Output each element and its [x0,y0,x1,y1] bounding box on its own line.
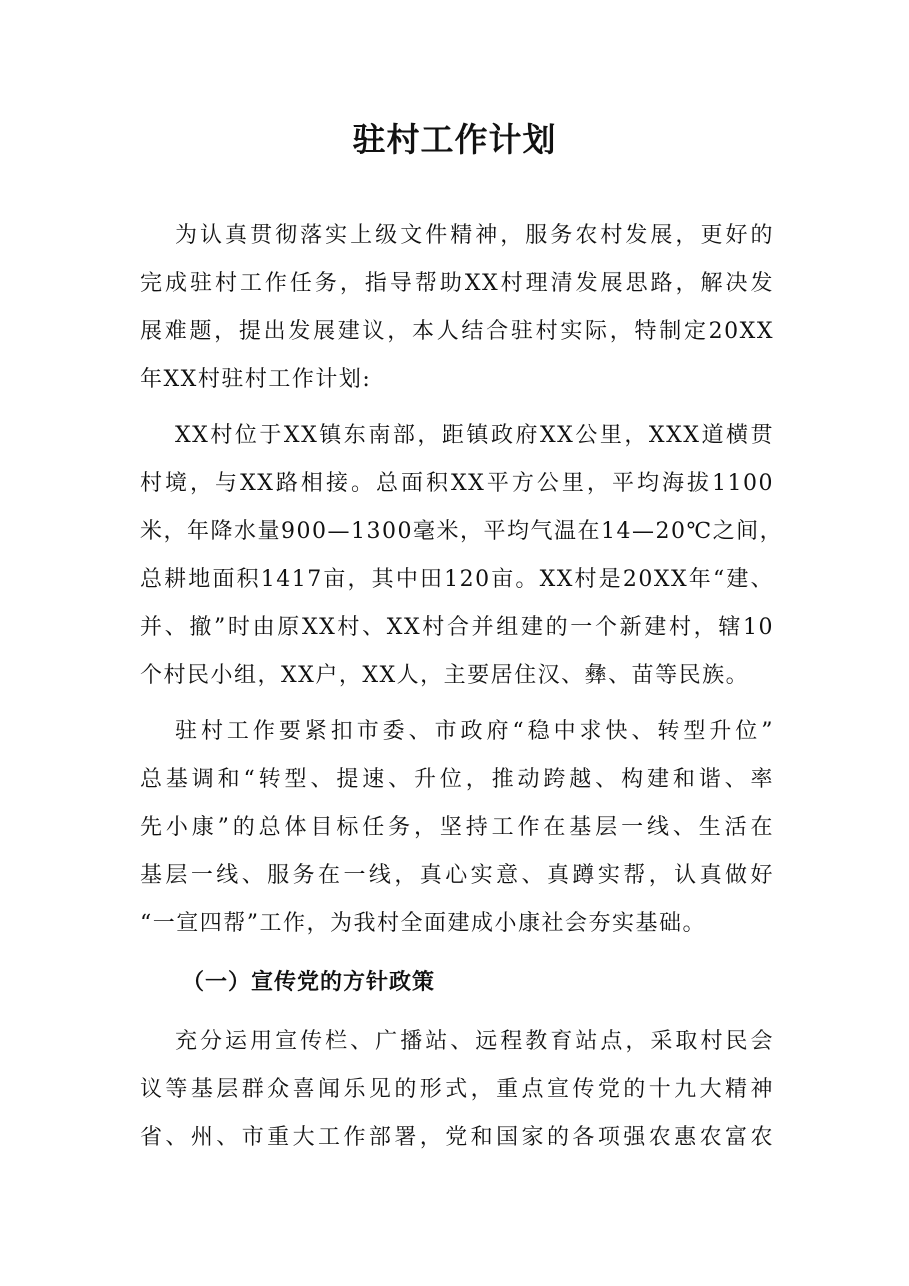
paragraph-3-line-4: 基层一线、服务在一线，真心实意、真蹲实帮，认真做好 [140,863,774,888]
paragraph-3-line-2: 总基调和“转型、提速、升位，推动跨越、构建和谐、率 [140,767,774,792]
paragraph-1-line-4: 年XX村驻村工作计划: [140,367,372,392]
paragraph-3-line-5: “一宣四帮”工作，为我村全面建成小康社会夯实基础。 [140,911,706,936]
paragraph-2-line-6: 个村民小组，XX户，XX人，主要居住汉、彝、苗等民族。 [140,663,750,688]
paragraph-2-line-4: 总耕地面积1417亩，其中田120亩。XX村是20XX年“建、 [140,567,774,592]
paragraph-1-line-3: 展难题，提出发展建议，本人结合驻村实际，特制定20XX [140,319,774,344]
paragraph-2-line-1: XX村位于XX镇东南部，距镇政府XX公里，XXX道横贯 [175,423,774,448]
document-title: 驻村工作计划 [352,120,557,159]
section-heading: （一）宣传党的方针政策 [182,969,436,995]
paragraph-4-line-1: 充分运用宣传栏、广播站、远程教育站点，采取村民会 [175,1029,774,1054]
paragraph-4-line-3: 省、州、市重大工作部署，党和国家的各项强农惠农富农 [140,1125,774,1150]
paragraph-1-line-1: 为认真贯彻落实上级文件精神，服务农村发展，更好的 [175,223,774,248]
paragraph-3-line-3: 先小康”的总体目标任务，坚持工作在基层一线、生活在 [140,815,774,840]
paragraph-2-line-3: 米，年降水量900—1300毫米，平均气温在14—20℃之间， [140,519,784,544]
paragraph-2-line-5: 并、撤”时由原XX村、XX村合并组建的一个新建村，辖10 [140,615,774,640]
paragraph-4-line-2: 议等基层群众喜闻乐见的形式，重点宣传党的十九大精神 [140,1077,774,1102]
paragraph-2-line-2: 村境，与XX路相接。总面积XX平方公里，平均海拔1100 [140,471,774,496]
paragraph-3-line-1: 驻村工作要紧扣市委、市政府“稳中求快、转型升位” [175,719,774,744]
paragraph-1-line-2: 完成驻村工作任务，指导帮助XX村理清发展思路，解决发 [140,271,774,296]
